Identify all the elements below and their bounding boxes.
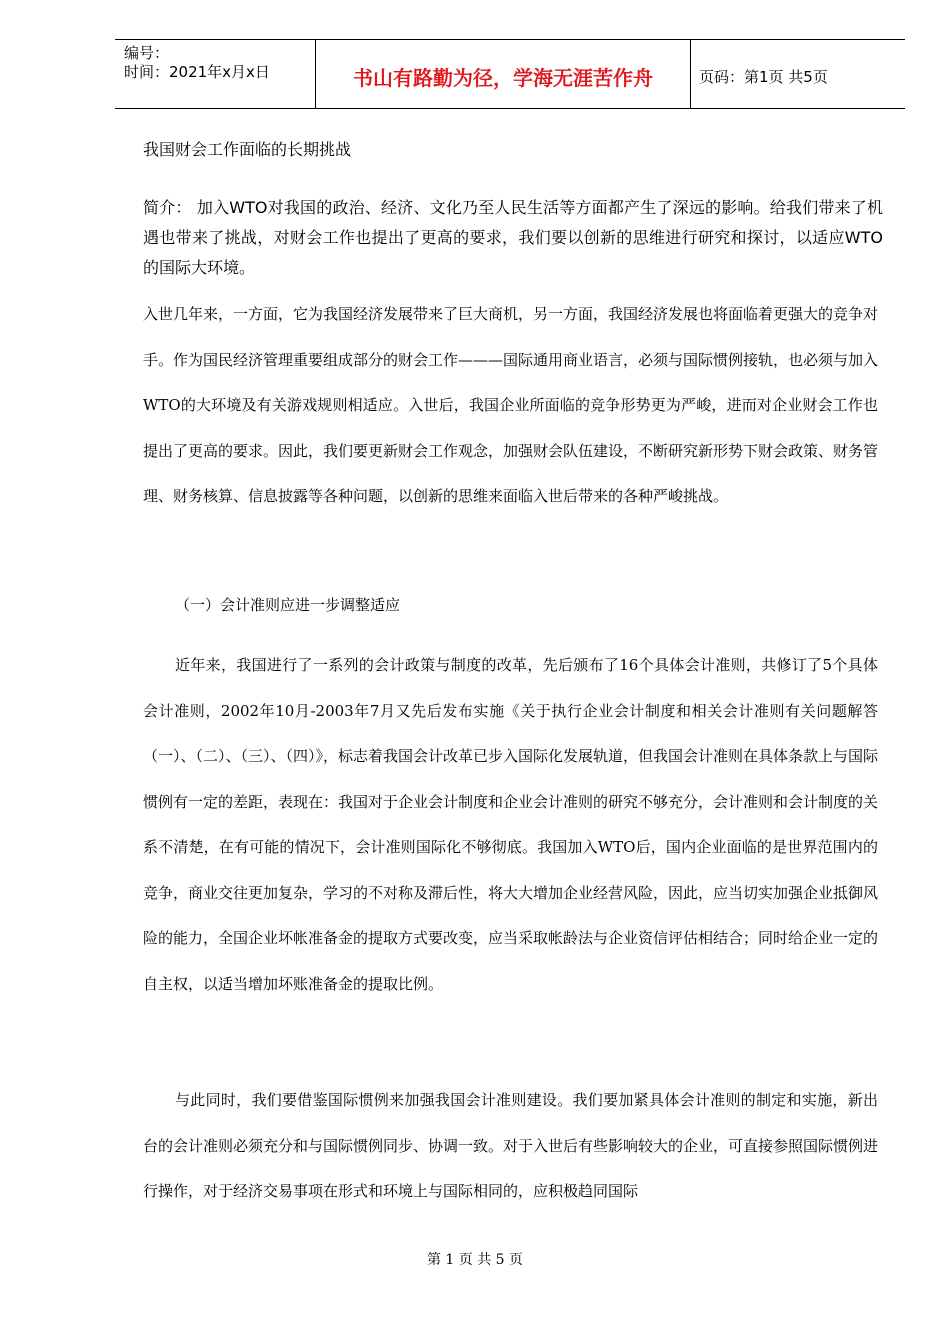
section-heading-1: （一）会计准则应进一步调整适应 [175, 596, 401, 614]
intro-paragraph: 简介： 加入WTO对我国的政治、经济、文化乃至人民生活等方面都产生了深远的影响。给我们带来了机遇也带来了挑战，对财会工作也提出了更高的要求，我们要以创新的思维进行研究和探讨，以适应WTO的国际大环境。 [143, 198, 883, 277]
document-title: 我国财会工作面临的长期挑战 [143, 140, 352, 159]
body-paragraph-3: 与此同时，我们要借鉴国际惯例来加强我国会计准则建设。我们要加紧具体会计准则的制定和实施，新出台的会计准则必须充分和与国际惯例同步、协调一致。对于入世后有些影响较大的企业，可直接参照国际惯例进行操作，对于经济交易事项在形式和环境上与国际相同的，应积极趋同国际 [143, 1091, 879, 1200]
motto-text: 书山有路勤为径，学海无涯苦作舟 [353, 66, 653, 90]
header-page-cell [690, 40, 905, 108]
page-footer: 第 1 页 共 5 页 [426, 1252, 524, 1268]
page-number-label: 页码：第1页 共5页 [699, 68, 828, 86]
body-paragraph-2: 近年来，我国进行了一系列的会计政策与制度的改革，先后颁布了16个具体会计准则，共修订了5个具体会计准则，2002年10月-2003年7月又先后发布实施《关于执行企业会计制度和相关会计准则有关问题解答（一）、（二）、（三）、（四）》，标志着我国会计改革已步入国际化发展轨道，但我国会计准则在具体条款上与国际惯例有一定的差距，表现在：我国对于企业会计制度和企业会计准则的研究不够充分，会计准则和会计制度的关系不清楚，在有可能的情况下，会计准则国际化不够彻底。我国加入WTO后，国内企业面临的是世界范围内的竞争，商业交往更加复杂，学习的不对称及滞后性，将大大增加企业经营风险，因此，应当切实加强企业抵御风险的能力，全国企业坏帐准备金的提取方式要改变，应当采取帐龄法与企业资信评估相结合；同时给企业一定的自主权，以适当增加坏账准备金的提取比例。 [143, 656, 879, 993]
body-paragraph-1: 入世几年来，一方面，它为我国经济发展带来了巨大商机，另一方面，我国经济发展也将面临着更强大的竞争对手。作为国民经济管理重要组成部分的财会工作———国际通用商业语言，必须与国际惯例接轨，也必须与加入WTO的大环境及有关游戏规则相适应。入世后，我国企业所面临的竞争形势更为严峻，进而对企业财会工作也提出了更高的要求。因此，我们要更新财会工作观念，加强财会队伍建设，不断研究新形势下财会政策、财务管理、财务核算、信息披露等各种问题，以创新的思维来面临入世后带来的各种严峻挑战。 [143, 305, 879, 505]
header-motto-cell [315, 40, 691, 108]
header-info-cell [115, 40, 315, 108]
serial-number-label: 编号： [124, 44, 170, 62]
time-label: 时间：2021年x月x日 [124, 63, 270, 81]
header-table [115, 39, 905, 109]
